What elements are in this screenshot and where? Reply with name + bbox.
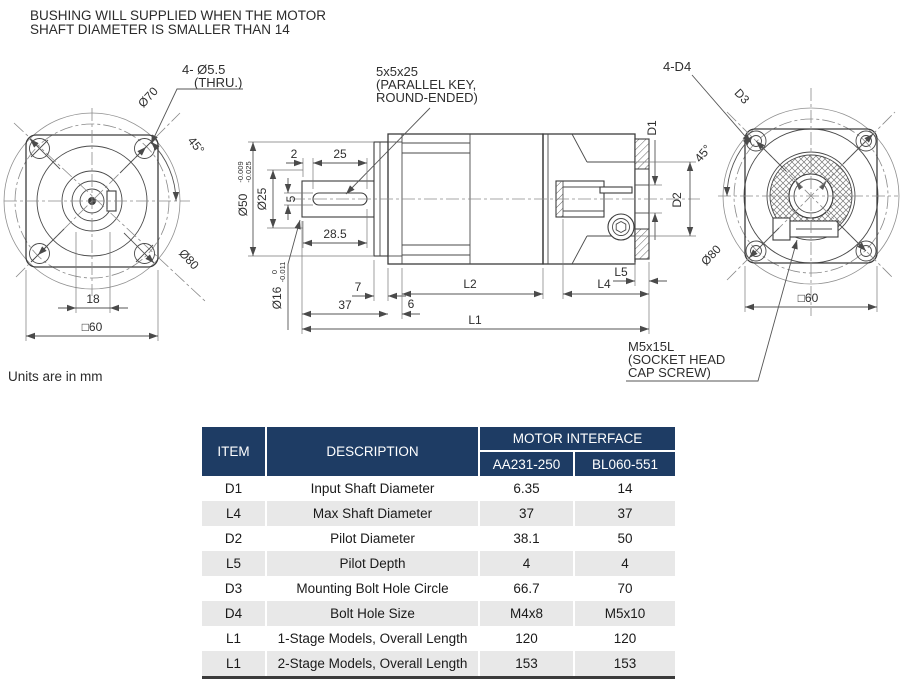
cell-value-1: M4x8 [479, 601, 574, 626]
dia16-tol-upper: 0 [270, 269, 279, 275]
cell-value-2: 37 [574, 501, 675, 526]
cell-item: L1 [202, 651, 266, 678]
front-outer-dia-label: Ø80 [176, 246, 202, 273]
dim-l5-label: L5 [614, 265, 628, 279]
dim-2-label: 2 [290, 147, 298, 161]
cell-value-1: 4 [479, 551, 574, 576]
cell-description: Pilot Depth [266, 551, 479, 576]
clamp-block [773, 218, 838, 240]
cell-value-1: 38.1 [479, 526, 574, 551]
dim-d2-label: D2 [670, 192, 684, 208]
dim-l2 [402, 268, 543, 299]
cell-value-2: 153 [574, 651, 675, 678]
cell-item: L4 [202, 501, 266, 526]
cell-item: L1 [202, 626, 266, 651]
table-row [202, 626, 675, 651]
dia50-tol-upper: -0.009 [236, 161, 245, 183]
side-view [236, 64, 700, 334]
cell-value-1: 6.35 [479, 476, 574, 501]
table-row [202, 501, 675, 526]
cell-value-1: 66.7 [479, 576, 574, 601]
bolt-callout-label: 4-D4 [663, 59, 692, 74]
dia16-tol-lower: -0.011 [278, 261, 287, 283]
rear-bolt-circle-label: D3 [731, 85, 753, 107]
key-callout [346, 64, 478, 194]
motor-interface-spec-table [202, 427, 675, 679]
cell-description: Max Shaft Diameter [266, 501, 479, 526]
screw-callout-line1: M5x15L [628, 339, 675, 354]
key-width-label: 5 [284, 195, 298, 203]
front-view [4, 62, 243, 341]
note-line-1: BUSHING WILL SUPPLIED WHEN THE MOTOR [30, 8, 327, 23]
dia50-label: Ø50 [236, 193, 250, 217]
cell-item: L5 [202, 551, 266, 576]
table-header-row [202, 427, 675, 451]
table-row [202, 651, 675, 678]
cell-item: D1 [202, 476, 266, 501]
header-item: ITEM [202, 427, 266, 476]
note-line-2: SHAFT DIAMETER IS SMALLER THAN 14 [30, 22, 290, 37]
cell-description: 2-Stage Models, Overall Length [266, 651, 479, 678]
hole-callout-line2: (THRU.) [194, 75, 243, 90]
cell-value-2: 4 [574, 551, 675, 576]
rear-outer-dia-label: Ø80 [698, 242, 724, 269]
key-callout-line1: 5x5x25 [376, 64, 418, 79]
cell-value-2: 120 [574, 626, 675, 651]
dim-7-label: 7 [354, 280, 362, 294]
thru-hole-callout [151, 62, 243, 144]
dim-7 [352, 260, 406, 301]
cell-description: Mounting Bolt Hole Circle [266, 576, 479, 601]
dim-l1-label: L1 [468, 313, 482, 327]
rear-square-label: □60 [797, 291, 819, 305]
cell-description: Bolt Hole Size [266, 601, 479, 626]
table-row [202, 576, 675, 601]
cell-item: D4 [202, 601, 266, 626]
cell-value-2: 50 [574, 526, 675, 551]
dim-l1 [302, 313, 649, 329]
dim-6-label: 6 [407, 297, 415, 311]
key-callout-line3: ROUND-ENDED) [376, 90, 478, 105]
dim-l2-label: L2 [463, 277, 477, 291]
rear-view [626, 59, 899, 381]
header-description: DESCRIPTION [266, 427, 479, 476]
cell-value-2: 14 [574, 476, 675, 501]
dia16-label: Ø16 [270, 286, 284, 310]
cell-description: 1-Stage Models, Overall Length [266, 626, 479, 651]
cell-value-1: 153 [479, 651, 574, 678]
table-row [202, 551, 675, 576]
dia50-tol-lower: -0.025 [244, 161, 253, 183]
units-note: Units are in mm [8, 369, 103, 384]
dim-d1-label: D1 [645, 120, 659, 136]
dia25-label: Ø25 [255, 187, 269, 211]
socket-screw [608, 214, 634, 240]
key-callout-line2: (PARALLEL KEY, [376, 77, 477, 92]
header-motor-interface: MOTOR INTERFACE [479, 427, 675, 451]
cell-value-1: 37 [479, 501, 574, 526]
cell-value-2: M5x10 [574, 601, 675, 626]
dim-37-label: 37 [338, 298, 352, 312]
hole-callout-line1: 4- Ø5.5 [182, 62, 226, 77]
dim-18-label: 18 [86, 292, 100, 306]
table-row [202, 601, 675, 626]
front-square-label: □60 [81, 320, 103, 334]
header-model-bl060-551: BL060-551 [574, 451, 675, 476]
bolt-circle-dia-label: Ø70 [135, 84, 161, 111]
bushing-note [30, 8, 326, 37]
cell-value-1: 120 [479, 626, 574, 651]
screw-callout-line3: CAP SCREW) [628, 365, 711, 380]
front-angle-label: 45° [184, 133, 208, 157]
dim-l4-label: L4 [597, 277, 611, 291]
dim-28-5-label: 28.5 [323, 227, 347, 241]
screw-callout-line2: (SOCKET HEAD [628, 352, 726, 367]
table-row [202, 526, 675, 551]
rear-angle-label: 45° [691, 141, 715, 165]
cell-item: D2 [202, 526, 266, 551]
dim-dia16 [270, 220, 300, 330]
cell-description: Input Shaft Diameter [266, 476, 479, 501]
header-model-aa231-250: AA231-250 [479, 451, 574, 476]
dim-25-label: 25 [333, 147, 347, 161]
cell-description: Pilot Diameter [266, 526, 479, 551]
motor-key-slot [600, 187, 632, 193]
dim-18 [58, 232, 128, 313]
table-row [202, 476, 675, 501]
cell-value-2: 70 [574, 576, 675, 601]
cell-item: D3 [202, 576, 266, 601]
